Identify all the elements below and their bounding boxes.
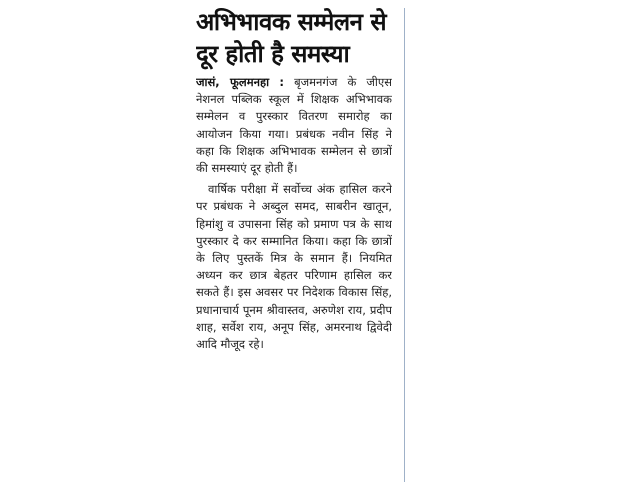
paragraph-1-text: बृजमनगंज के जीएस नेशनल पब्लिक स्कूल में शिक्षक अभिभावक सम्मेलन व पुरस्कार वितरण समारोह का आयोजन किया गया। प्रबंधक नवीन सिंह ने कहा कि शिक्षक अभिभावक सम्मेलन से छात्रों की समस्याएं दूर होती हैं। [196, 75, 392, 176]
dateline: जासं, फूलमनहा : [196, 75, 285, 89]
headline-line-2: दूर होती है समस्या [196, 40, 350, 68]
headline [196, 6, 392, 70]
column-divider [404, 8, 405, 482]
paragraph-2: वार्षिक परीक्षा में सर्वोच्च अंक हासिल करने पर प्रबंधक ने अब्दुल समद, साबरीन खातून, हिमांशु व उपासना सिंह को प्रमाण पत्र के साथ पुरस्कार दे कर सम्मानित किया। कहा कि छात्रों के लिए पुस्तकें मित्र के समान हैं। नियमित अध्यन कर छात्र बेहतर परिणाम हासिल कर सकते हैं। इस अवसर पर निदेशक विकास सिंह, प्रधानाचार्य पूनम श्रीवास्तव, अरुणेश राय, प्रदीप शाह, सर्वेश राय, अनूप सिंह, अमरनाथ द्विवेदी आदि मौजूद रहे। [196, 182, 392, 352]
paragraph-1 [196, 74, 392, 177]
article-body [196, 74, 392, 353]
news-clipping [196, 6, 392, 484]
headline-line-1: अभिभावक सम्मेलन से [196, 8, 387, 36]
